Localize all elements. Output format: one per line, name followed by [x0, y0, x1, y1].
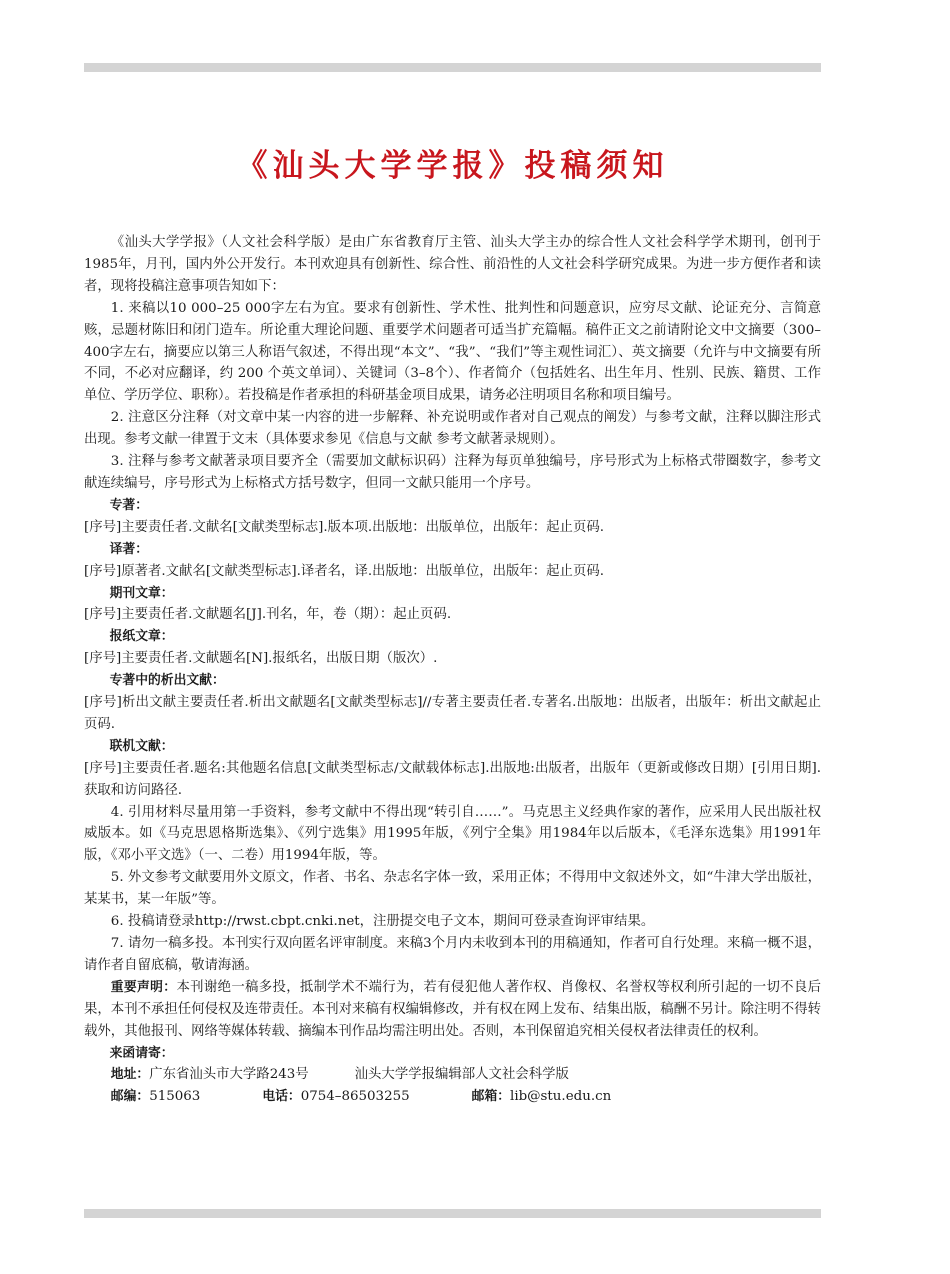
item-5: 5. 外文参考文献要用外文原文，作者、书名、杂志名字体一致，采用正体；不得用中文叙述外文，如“牛津大学出版社，某某书，某一年版”等。: [84, 870, 821, 908]
address-value: 广东省汕头市大学路243号: [149, 1067, 309, 1083]
phone-label: 电话：: [262, 1089, 301, 1105]
item-7: 7. 请勿一稿多投。本刊实行双向匿名评审制度。来稿3个月内未收到本刊的用稿通知，作者可自行处理。来稿一概不退，请作者自留底稿，敬请海涵。: [84, 936, 821, 973]
format-label-online: 联机文献：: [109, 738, 174, 754]
format-label-translation: 译著：: [109, 541, 148, 557]
contact-heading: 来函请寄：: [109, 1045, 174, 1061]
email-value: lib@stu.edu.cn: [510, 1089, 612, 1105]
format-label-monograph: 专著：: [109, 497, 148, 513]
editorial-unit: 汕头大学学报编辑部人文社会科学版: [354, 1067, 569, 1083]
page-title: 《汕头大学学报》投稿须知: [236, 148, 669, 184]
format-text-online: [序号]主要责任者.题名:其他题名信息[文献类型标志/文献载体标志].出版地:出版者，出版年（更新或修改日期）[引用日期].获取和访问路径.: [84, 760, 821, 798]
phone-value: 0754–86503255: [300, 1089, 410, 1105]
contact-address-line: [84, 1064, 821, 1086]
intro-paragraph: 《汕头大学学报》（人文社会科学版）是由广东省教育厅主管、汕头大学主办的综合性人文社会科学学术期刊，创刊于1985年，月刊，国内外公开发行。本刊欢迎具有创新性、综合性、前沿性的人文社会科学研究成果。为进一步方便作者和读者，现将投稿注意事项告知如下：: [84, 235, 821, 294]
email-label: 邮箱：: [471, 1089, 511, 1105]
format-text-journal: [序号]主要责任者.文献题名[J].刊名，年，卷（期）：起止页码.: [84, 607, 452, 623]
address-label: 地址：: [110, 1067, 150, 1083]
notice-body: [84, 232, 821, 1108]
postcode-label: 邮编：: [110, 1089, 150, 1105]
format-label-newspaper: 报纸文章：: [109, 629, 174, 645]
statement-text: 本刊谢绝一稿多投，抵制学术不端行为，若有侵犯他人著作权、肖像权、名誉权等权利所引起的一切不良后果，本刊不承担任何侵权及连带责任。本刊对来稿有权编辑修改，并有权在网上发布、结集出版，稿酬不另计。除注明不得转载外，其他报刊、网络等媒体转载、摘编本刊作品均需注明出处。否则，本刊保留追究相关侵权者法律责任的权利。: [84, 979, 821, 1039]
bottom-divider: [84, 1209, 821, 1218]
format-text-newspaper: [序号]主要责任者.文献题名[N].报纸名，出版日期（版次）.: [84, 651, 438, 667]
format-text-chapter: [序号]析出文献主要责任者.析出文献题名[文献类型标志]//专著主要责任者.专著名.出版地：出版者，出版年：析出文献起止页码.: [84, 695, 821, 732]
item-2: 2. 注意区分注释（对文章中某一内容的进一步解释、补充说明或作者对自己观点的阐发）与参考文献，注释以脚注形式出现。参考文献一律置于文末（具体要求参见《信息与文献 参考文献著录规则）。: [84, 410, 821, 448]
important-statement: [84, 977, 821, 1043]
format-text-translation: [序号]原著者.文献名[文献类型标志].译者名，译.出版地：出版单位，出版年：起止页码.: [84, 563, 604, 579]
statement-label: 重要声明：: [110, 979, 177, 995]
item-6: 6. 投稿请登录http://rwst.cbpt.cnki.net，注册提交电子文本，期间可登录查询评审结果。: [110, 914, 655, 930]
format-label-chapter: 专著中的析出文献：: [109, 673, 225, 689]
item-1: 1. 来稿以10 000–25 000字左右为宜。要求有创新性、学术性、批判性和问题意识，应穷尽文献、论证充分、言简意赅，忌题材陈旧和闭门造车。所论重大理论问题、重要学术问题者可适当扩充篇幅。稿件正文之前请附论文中文摘要（300–400字左右，摘要应以第三人称语气叙述，不得出现“本文”、“我”、“我们”等主观性词汇）、英文摘要（允许与中文摘要有所不同，不必对应翻译，约 200 个英文单词）、关键词（3–8个）、作者简介（包括姓名、出生年月、性别、民族、籍贯、工作单位、学历学位、职称）。若投稿是作者承担的科研基金项目成果，请务必注明项目名称和项目编号。: [84, 300, 821, 404]
contact-details-line: [84, 1086, 821, 1108]
item-4: 4. 引用材料尽量用第一手资料，参考文献中不得出现“转引自……”。马克思主义经典作家的著作，应采用人民出版社权威版本。如《马克思恩格斯选集》、《列宁选集》用1995年版，《列宁全集》用1984年以后版本，《毛泽东选集》用1991年版，《邓小平文选》（一、二卷）用1994年版，等。: [84, 804, 821, 864]
postcode-value: 515063: [149, 1089, 201, 1105]
format-label-journal: 期刊文章：: [109, 585, 174, 601]
format-text-monograph: [序号]主要责任者.文献名[文献类型标志].版本项.出版地：出版单位，出版年：起止页码.: [84, 519, 604, 535]
top-divider: [84, 63, 821, 72]
item-3: 3. 注释与参考文献著录项目要齐全（需要加文献标识码）注释为每页单独编号，序号形式为上标格式带圈数字，参考文献连续编号，序号形式为上标格式方括号数字，但同一文献只能用一个序号。: [84, 454, 821, 491]
